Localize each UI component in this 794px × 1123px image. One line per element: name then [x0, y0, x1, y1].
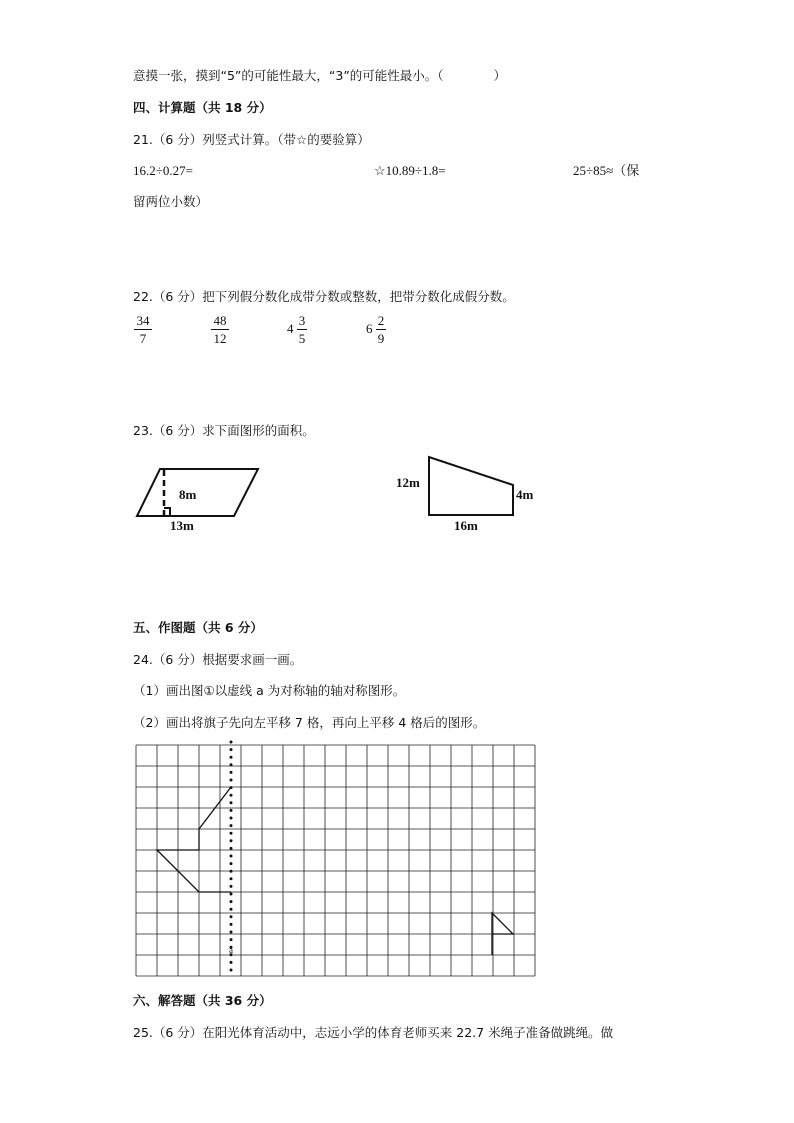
axis-dot	[230, 855, 233, 858]
axis-dot	[230, 763, 233, 766]
parallelogram-figure	[130, 460, 270, 540]
axis-dot	[230, 938, 233, 941]
q25-title: 25.（6 分）在阳光体育活动中，志远小学的体育老师买来 22.7 米绳子准备做跳绳。做	[133, 1025, 614, 1040]
q21-expr3-continued: 留两位小数）	[133, 194, 209, 209]
axis-dot	[230, 817, 233, 820]
trapezoid-figure	[392, 450, 552, 540]
parallelogram-outline	[137, 469, 258, 516]
axis-label-a: a	[229, 945, 233, 955]
trapezoid-left-label: 12m	[396, 475, 420, 490]
q24-part1: （1）画出图①以虚线 a 为对称轴的轴对称图形。	[133, 683, 406, 698]
axis-dot	[230, 885, 233, 888]
fraction-bar	[376, 329, 386, 330]
axis-dot	[230, 748, 233, 751]
fraction-denominator: 7	[139, 331, 147, 346]
flag-shape	[492, 913, 513, 955]
q23-title: 23.（6 分）求下面图形的面积。	[133, 423, 315, 438]
axis-dot	[230, 908, 233, 911]
parallelogram-base-label: 13m	[170, 518, 194, 533]
axis-dot	[230, 741, 233, 744]
trapezoid-right-label: 4m	[516, 487, 534, 502]
axis-dot	[230, 839, 233, 842]
q21-title: 21.（6 分）列竖式计算。（带☆的要验算）	[133, 132, 370, 147]
fraction-denominator: 5	[298, 331, 306, 346]
axis-dot	[230, 832, 233, 835]
q21-expr3: 25÷85≈（保	[573, 163, 640, 178]
axis-dot	[230, 915, 233, 918]
q24-title: 24.（6 分）根据要求画一画。	[133, 652, 303, 667]
section4-title: 四、计算题（共 18 分）	[133, 100, 272, 115]
section6-title: 六、解答题（共 36 分）	[133, 993, 272, 1008]
axis-dot	[230, 756, 233, 759]
axis-dot	[230, 877, 233, 880]
fraction-bar	[297, 329, 307, 330]
axis-dot	[230, 893, 233, 896]
parallelogram-height-label: 8m	[179, 487, 197, 502]
q21-expr1: 16.2÷0.27=	[133, 163, 193, 178]
axis-dot	[230, 794, 233, 797]
fraction-34-7	[134, 313, 152, 346]
axis-dot	[230, 870, 233, 873]
mixed-whole: 6	[366, 321, 373, 336]
mixed-fraction	[376, 313, 386, 346]
mixed-fraction	[297, 313, 307, 346]
fraction-numerator: 48	[213, 313, 227, 328]
axis-dot	[230, 824, 233, 827]
section5-title: 五、作图题（共 6 分）	[133, 620, 263, 635]
axis-dot	[230, 862, 233, 865]
intro-line: 意摸一张，摸到“5”的可能性最大，“3”的可能性最小。（ ）	[133, 68, 507, 83]
axis-dot	[230, 771, 233, 774]
q24-part2: （2）画出将旗子先向左平移 7 格，再向上平移 4 格后的图形。	[133, 715, 486, 730]
fraction-denominator: 9	[377, 331, 385, 346]
mixed-whole: 4	[287, 321, 294, 336]
symmetry-axis-dotted-line	[230, 741, 233, 972]
trapezoid-outline	[429, 457, 513, 515]
axis-dot	[230, 900, 233, 903]
axis-dot	[230, 931, 233, 934]
axis-dot	[230, 779, 233, 782]
fraction-denominator: 12	[213, 331, 227, 346]
mixed-number-6-2-9	[366, 313, 390, 347]
trapezoid-bottom-label: 16m	[454, 518, 478, 533]
axis-dot	[230, 969, 233, 972]
fraction-48-12	[211, 313, 229, 346]
fraction-bar	[211, 329, 229, 330]
axis-dot	[230, 961, 233, 964]
grid-lines	[136, 745, 535, 976]
axis-dot	[230, 801, 233, 804]
fraction-numerator: 34	[136, 313, 150, 328]
fraction-numerator: 3	[298, 313, 306, 328]
axis-dot	[230, 923, 233, 926]
axis-dot	[230, 809, 233, 812]
axis-dot	[230, 847, 233, 850]
fraction-numerator: 2	[377, 313, 385, 328]
drawing-grid	[130, 740, 540, 980]
q21-expr2: ☆10.89÷1.8=	[374, 163, 446, 178]
mixed-number-4-3-5	[287, 313, 311, 347]
fraction-bar	[134, 329, 152, 330]
q22-title: 22.（6 分）把下列假分数化成带分数或整数，把带分数化成假分数。	[133, 289, 515, 304]
